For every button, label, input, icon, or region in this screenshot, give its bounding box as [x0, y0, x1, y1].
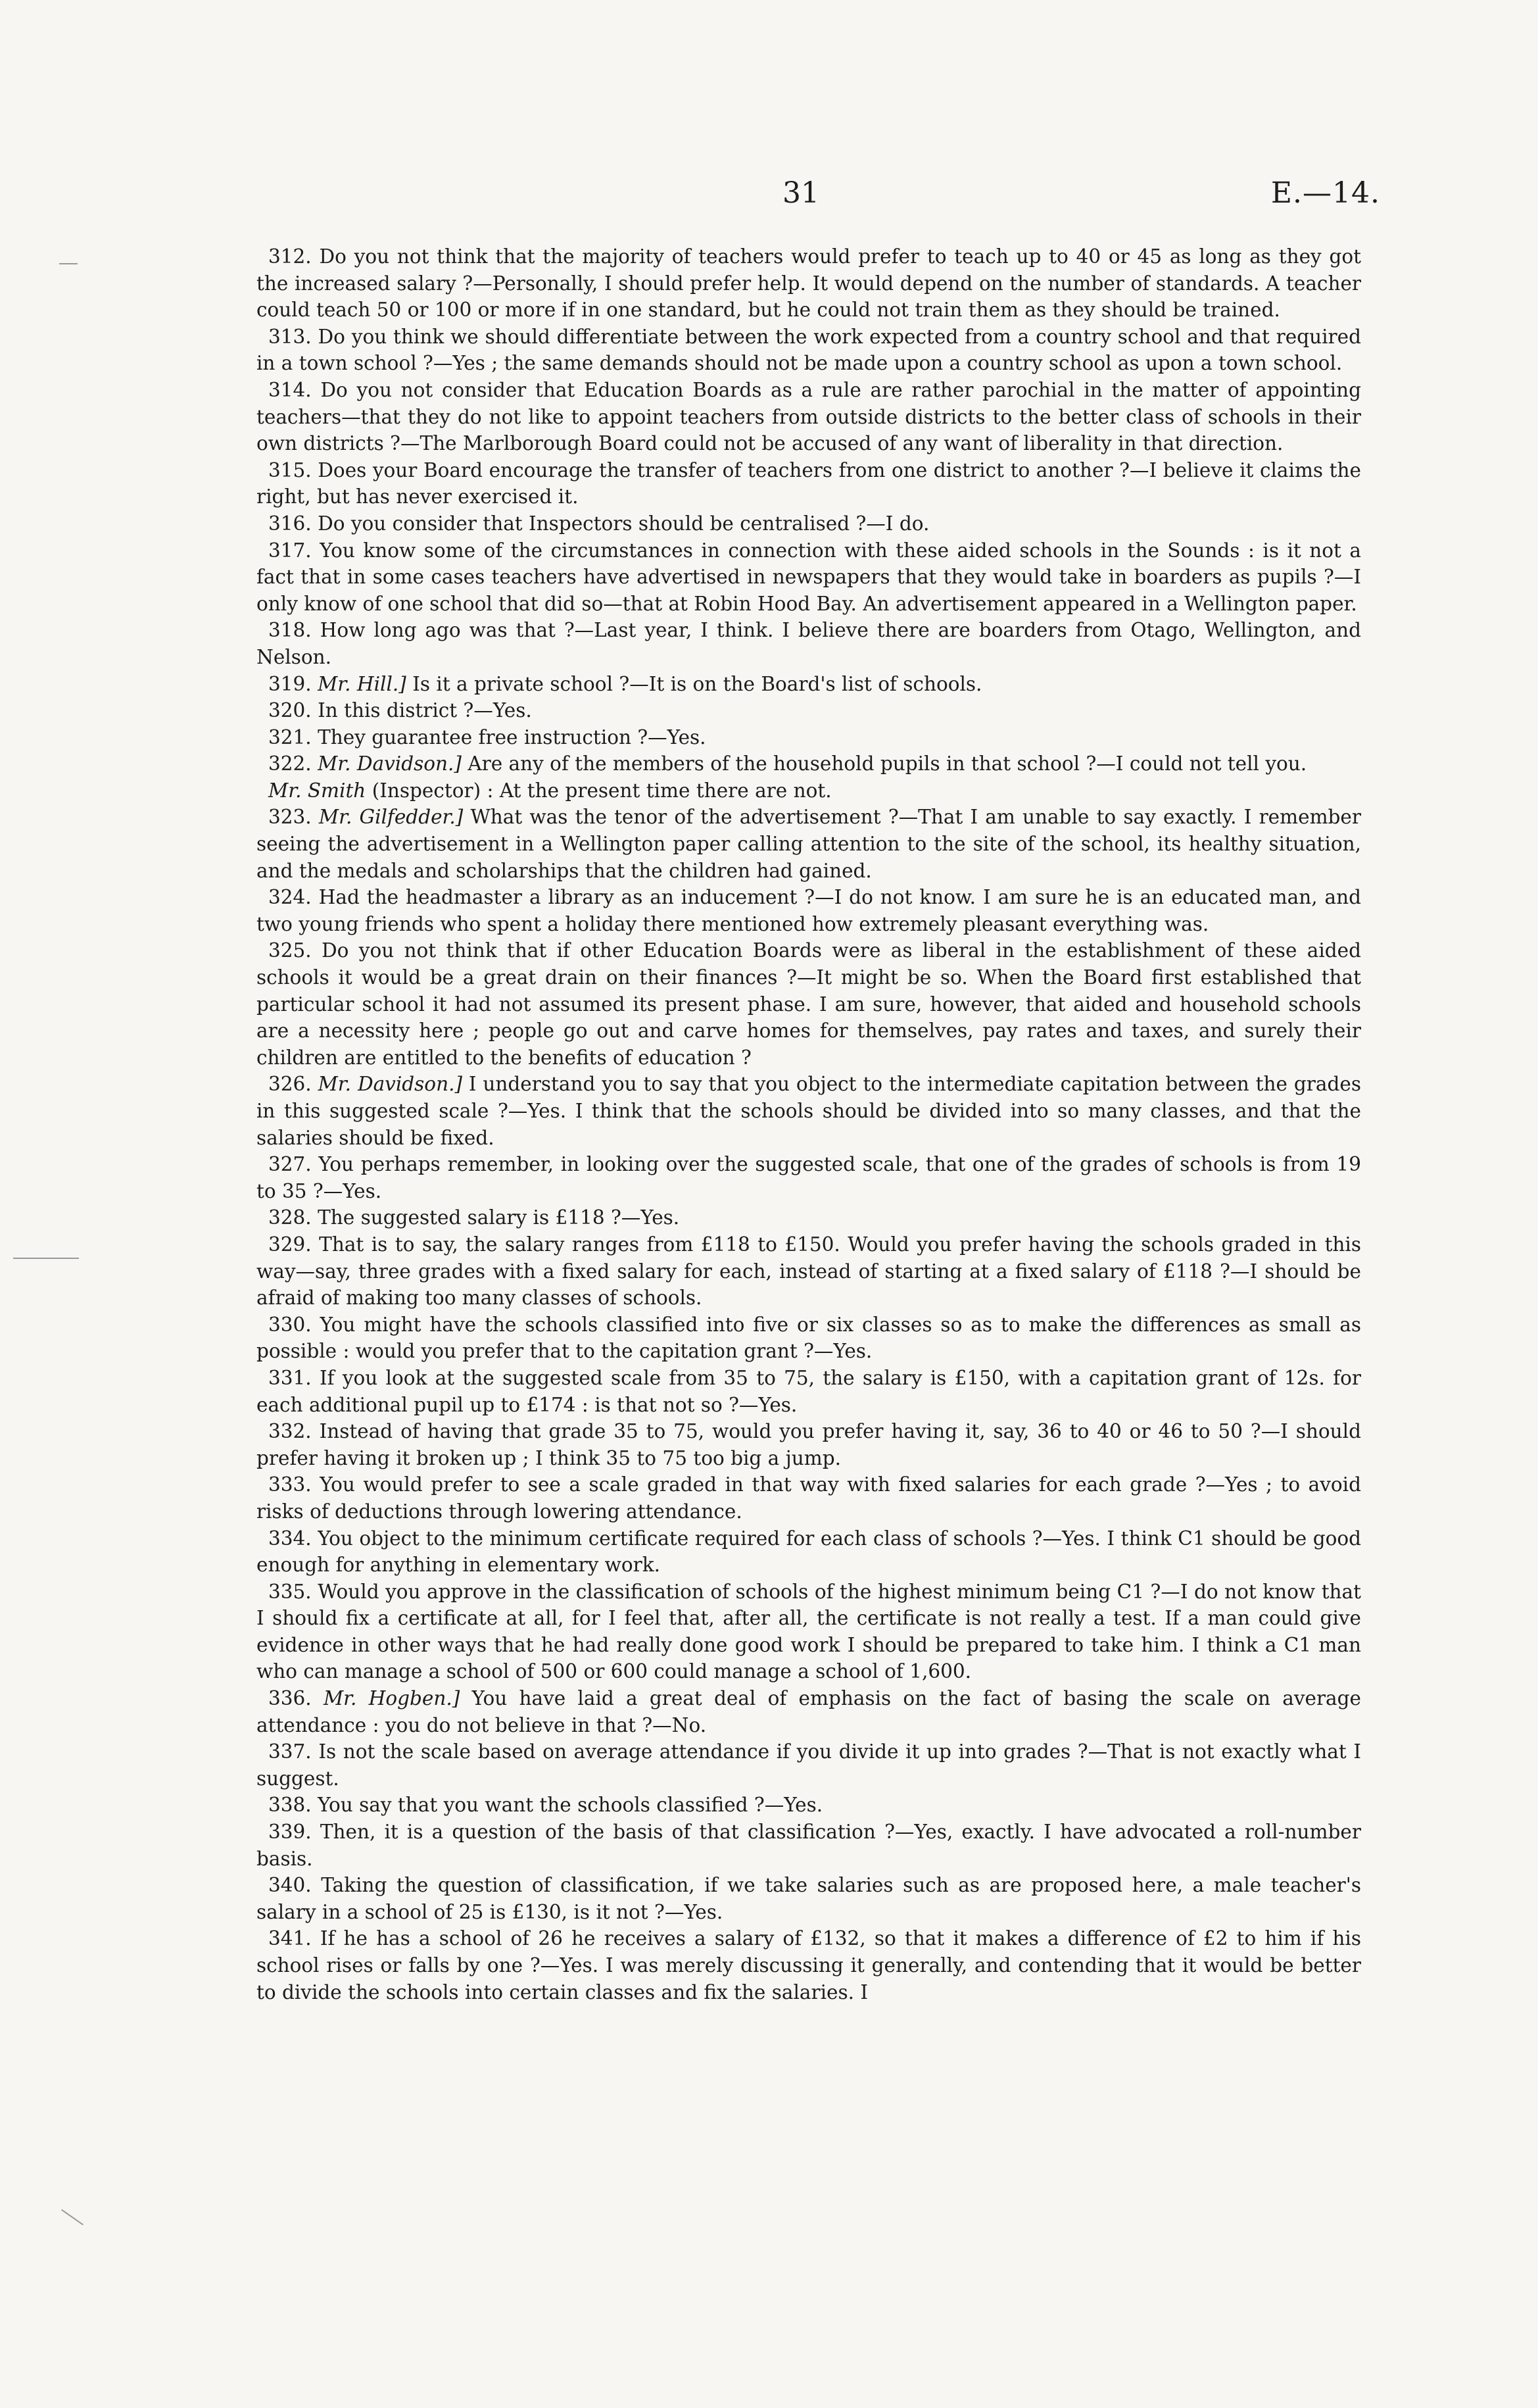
- question-number: 319.: [268, 672, 312, 695]
- question-number: 327.: [268, 1153, 312, 1176]
- paragraph-text: Is it a private school ?—It is on the Board's list of schools.: [412, 672, 982, 695]
- question-number: 341.: [268, 1927, 312, 1950]
- question-number: 340.: [268, 1874, 312, 1897]
- paragraph-text: Do you not consider that Education Boards as a rule are rather parochial in the matter of appointing teachers—that they do not like to appoint teachers from outside districts to the better class of schools in their own districts ?—The Marlborough Board could not be accused of any want of liberality in that direction.: [256, 378, 1361, 455]
- question-paragraph: [256, 1872, 1361, 1925]
- question-number: 314.: [268, 378, 312, 401]
- question-paragraph: [256, 724, 1361, 751]
- question-number: 320.: [268, 699, 312, 722]
- question-paragraph: [256, 1685, 1361, 1738]
- paragraph-text: You know some of the circumstances in connection with these aided schools in the Sounds : is it not a fact that in some cases teachers have advertised in newspapers that they would take in boarders as pupils ?—I only know of one school that did so—that at Robin Hood Bay. An advertisement appeared in a Wellington paper.: [256, 539, 1361, 615]
- paragraph-text: That is to say, the salary ranges from £118 to £150. Would you prefer having the schools graded in this way—say, three grades with a fixed salary for each, instead of starting at a fixed salary of £118 ?—I should be afraid of making too many classes of schools.: [256, 1233, 1361, 1310]
- question-paragraph: [256, 377, 1361, 457]
- question-paragraph: [256, 1819, 1361, 1872]
- question-paragraph: [256, 937, 1361, 1071]
- speaker-name: Mr. Davidson.]: [318, 1073, 462, 1096]
- question-number: 337.: [268, 1740, 312, 1763]
- question-number: 322.: [268, 752, 312, 775]
- paragraph-text: They guarantee free instruction ?—Yes.: [318, 725, 706, 749]
- question-number: 328.: [268, 1206, 312, 1229]
- question-number: 323.: [268, 806, 312, 829]
- paragraph-text: The suggested salary is £118 ?—Yes.: [318, 1206, 680, 1229]
- page-number: 31: [782, 176, 819, 210]
- question-number: 336.: [268, 1687, 312, 1710]
- question-number: 326.: [268, 1073, 312, 1096]
- paragraph-text: Are any of the members of the household pupils in that school ?—I could not tell you.: [468, 752, 1307, 775]
- question-paragraph: [256, 884, 1361, 937]
- question-number: 317.: [268, 539, 312, 562]
- question-paragraph: [256, 1312, 1361, 1365]
- question-paragraph: [256, 324, 1361, 377]
- question-paragraph: [256, 1579, 1361, 1685]
- paragraph-text: If he has a school of 26 he receives a salary of £132, so that it makes a difference of £2 to him if his school rises or falls by one ?—Yes. I was merely discussing it generally, and contending that it would be better to divide the schools into certain classes and fix the salaries. I: [256, 1927, 1361, 2003]
- question-number: 315.: [268, 458, 312, 481]
- question-number: 333.: [268, 1473, 312, 1496]
- question-number: 324.: [268, 886, 312, 909]
- question-paragraph: [256, 1925, 1361, 2005]
- paragraph-text: I understand you to say that you object to the intermediate capitation between the grades in this suggested scale ?—Yes. I think that the schools should be divided into so many classes, and that the salaries should be fixed.: [256, 1073, 1361, 1149]
- margin-mark: [59, 263, 78, 264]
- paragraph-text: You perhaps remember, in looking over the suggested scale, that one of the grades of schools is from 19 to 35 ?—Yes.: [256, 1153, 1361, 1202]
- paragraph-text: What was the tenor of the advertisement ?—That I am unable to say exactly. I remember seeing the advertisement in a Wellington paper calling attention to the site of the school, its healthy situation, and the medals and scholarships that the children had gained.: [256, 806, 1361, 882]
- paragraph-text: If you look at the suggested scale from 35 to 75, the salary is £150, with a capitation grant of 12s. for each additional pupil up to £174 : is that not so ?—Yes.: [256, 1366, 1361, 1416]
- paragraph-text: Then, it is a question of the basis of that classification ?—Yes, exactly. I have advocated a roll-number basis.: [256, 1821, 1361, 1870]
- question-number: 332.: [268, 1420, 312, 1443]
- question-paragraph: [256, 1418, 1361, 1471]
- question-number: 329.: [268, 1233, 312, 1256]
- question-number: 312.: [268, 245, 312, 268]
- paragraph-text: Would you approve in the classification of schools of the highest minimum being C1 ?—I do not know that I should fix a certificate at all, for I feel that, after all, the certificate is not really a test. If a man could give evidence in other ways that he had really done good work I should be prepared to take him. I think a C1 man who can manage a school of 500 or 600 could manage a school of 1,600.: [256, 1580, 1361, 1683]
- question-paragraph: [256, 1471, 1361, 1525]
- question-paragraph: [256, 457, 1361, 510]
- paragraph-text: You object to the minimum certificate required for each class of schools ?—Yes. I think C1 should be good enough for anything in elementary work.: [256, 1527, 1361, 1577]
- paragraph-text: You have laid a great deal of emphasis on the fact of basing the scale on average attendance : you do not believe in that ?—No.: [256, 1687, 1361, 1736]
- paragraph-text: (Inspector) : At the present time there are not.: [372, 779, 832, 802]
- question-paragraph: [256, 1738, 1361, 1792]
- question-number: 335.: [268, 1580, 312, 1603]
- paragraph-text: In this district ?—Yes.: [318, 699, 532, 722]
- question-paragraph: [256, 1525, 1361, 1579]
- paragraph-text: Do you think we should differentiate between the work expected from a country school and that required in a town school ?—Yes ; the same demands should not be made upon a country school as upon a town school.: [256, 325, 1361, 375]
- question-paragraph: [256, 1071, 1361, 1151]
- paragraph-text: Instead of having that grade 35 to 75, would you prefer having it, say, 36 to 40 or 46 to 50 ?—I should prefer having it broken up ; I think 35 to 75 too big a jump.: [256, 1420, 1361, 1469]
- page-header: [0, 176, 1538, 216]
- speaker-name: Mr. Smith: [268, 779, 366, 802]
- question-number: 330.: [268, 1313, 312, 1336]
- speaker-name: Mr. Hogben.]: [323, 1687, 460, 1710]
- question-number: 334.: [268, 1527, 312, 1550]
- paragraph-text: Taking the question of classification, if we take salaries such as are proposed here, a male teacher's salary in a school of 25 is £130, is it not ?—Yes.: [256, 1874, 1361, 1923]
- question-paragraph: [256, 510, 1361, 537]
- speaker-name: Mr. Davidson.]: [318, 752, 462, 775]
- paragraph-text: How long ago was that ?—Last year, I think. I believe there are boarders from Otago, Wellington, and Nelson.: [256, 619, 1361, 668]
- document-reference: E.—14.: [1270, 176, 1380, 210]
- question-number: 316.: [268, 512, 312, 535]
- question-paragraph: [256, 671, 1361, 698]
- paragraph-text: Is not the scale based on average attendance if you divide it up into grades ?—That is not exactly what I suggest.: [256, 1740, 1361, 1790]
- question-paragraph: [256, 1151, 1361, 1204]
- question-number: 325.: [268, 939, 312, 962]
- question-paragraph: [256, 537, 1361, 618]
- question-number: 339.: [268, 1821, 312, 1844]
- question-paragraph: [256, 617, 1361, 670]
- paragraph-text: You would prefer to see a scale graded in that way with fixed salaries for each grade ?—Yes ; to avoid risks of deductions through lowering attendance.: [256, 1473, 1361, 1523]
- question-paragraph: [256, 1204, 1361, 1231]
- question-paragraph: [256, 750, 1361, 777]
- question-paragraph: [256, 804, 1361, 884]
- question-number: 338.: [268, 1794, 312, 1817]
- question-paragraph: [256, 697, 1361, 724]
- question-paragraph: [256, 777, 1361, 804]
- speaker-name: Mr. Hill.]: [318, 672, 406, 695]
- transcript-body: [256, 243, 1361, 2005]
- paragraph-text: You say that you want the schools classified ?—Yes.: [318, 1794, 823, 1817]
- margin-mark: [61, 2209, 84, 2226]
- margin-mark: [13, 1258, 79, 1259]
- paragraph-text: Had the headmaster a library as an inducement ?—I do not know. I am sure he is an educated man, and two young friends who spent a holiday there mentioned how extremely pleasant everything was.: [256, 886, 1361, 935]
- paragraph-text: Do you not think that the majority of teachers would prefer to teach up to 40 or 45 as long as they got the increased salary ?—Personally, I should prefer help. It would depend on the number of standards. A teacher could teach 50 or 100 or more if in one standard, but he could not train them as they should be trained.: [256, 245, 1361, 322]
- question-paragraph: [256, 243, 1361, 324]
- paragraph-text: Do you not think that if other Education Boards were as liberal in the establishment of these aided schools it would be a great drain on their finances ?—It might be so. When the Board first established that particular school it had not assumed its present phase. I am sure, however, that aided and household schools are a necessity here ; people go out and carve homes for themselves, pay rates and taxes, and surely their children are entitled to the benefits of education ?: [256, 939, 1361, 1069]
- speaker-name: Mr. Gilfedder.]: [318, 806, 464, 829]
- paragraph-text: Does your Board encourage the transfer of teachers from one district to another ?—I believe it claims the right, but has never exercised it.: [256, 458, 1361, 508]
- question-paragraph: [256, 1365, 1361, 1418]
- question-paragraph: [256, 1231, 1361, 1312]
- paragraph-text: You might have the schools classified into five or six classes so as to make the differences as small as possible : would you prefer that to the capitation grant ?—Yes.: [256, 1313, 1361, 1363]
- question-paragraph: [256, 1792, 1361, 1819]
- paragraph-text: Do you consider that Inspectors should be centralised ?—I do.: [318, 512, 930, 535]
- question-number: 318.: [268, 619, 312, 642]
- question-number: 313.: [268, 325, 312, 348]
- question-number: 321.: [268, 725, 312, 749]
- question-number: 331.: [268, 1366, 312, 1389]
